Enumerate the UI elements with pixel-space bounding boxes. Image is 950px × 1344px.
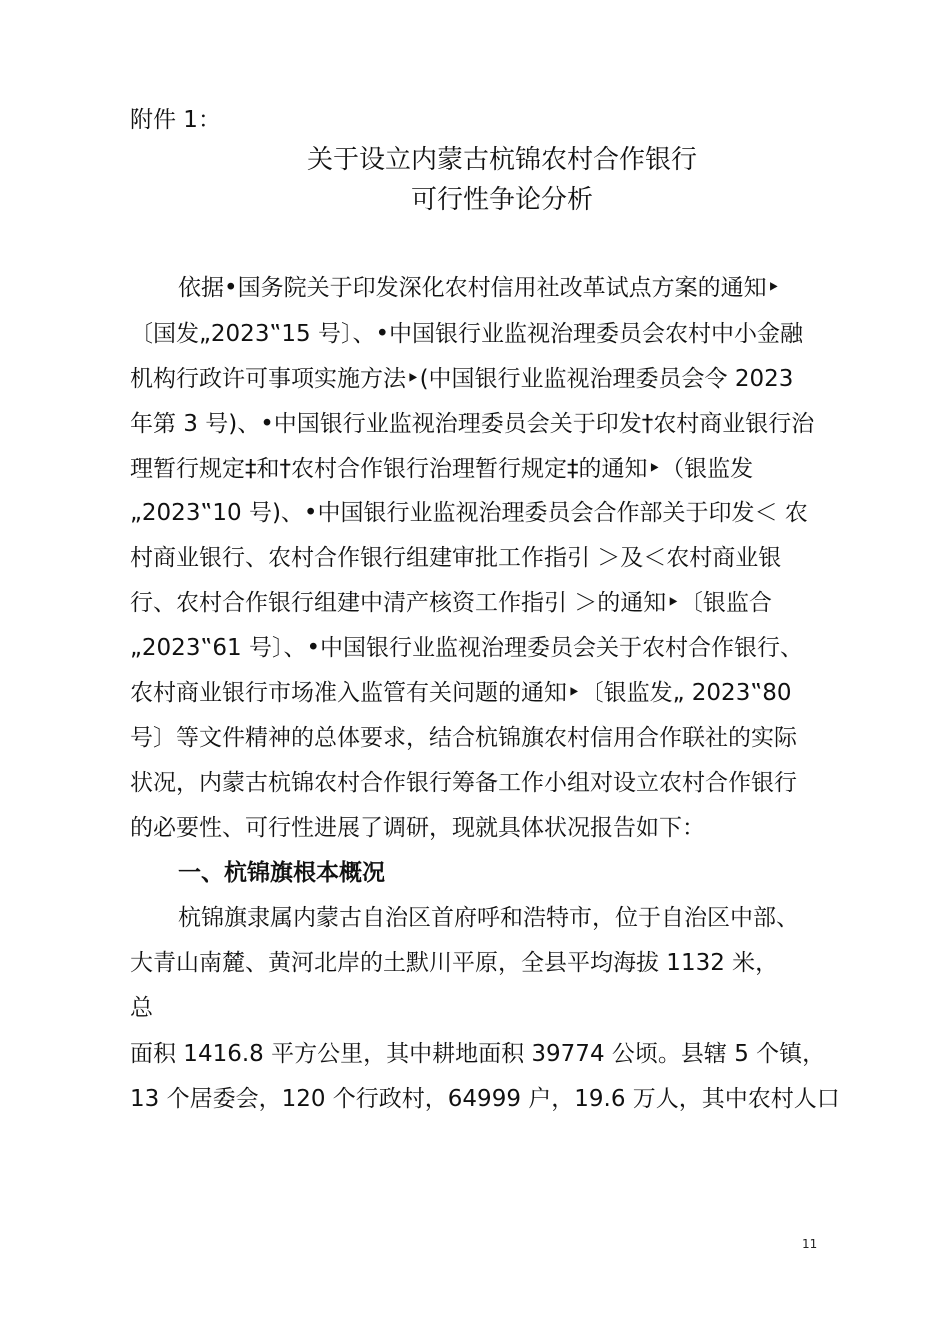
body-line-5: 理暂行规定‡和†农村合作银行治理暂行规定‡的通知‣（银监发 xyxy=(130,456,754,482)
section-line-5: 13 个居委会，120 个行政村，64999 户，19.6 万人，其中农村人口 xyxy=(130,1086,840,1112)
body-line-7: 村商业银行、农村合作银行组建审批工作指引 ＞及＜农村商业银 xyxy=(130,545,782,571)
body-line-6: „2023‟10 号)、•中国银行业监视治理委员会合作部关于印发＜ 农 xyxy=(130,500,808,526)
section-line-3: 总 xyxy=(130,995,153,1021)
body-line-10: 农村商业银行市场准入监管有关问题的通知‣〔银监发„ 2023‟80 xyxy=(130,680,792,706)
body-line-3: 机构行政许可事项实施方法‣(中国银行业监视治理委员会令 2023 xyxy=(130,366,794,392)
section-line-2: 大青山南麓、黄河北岸的土默川平原，全县平均海拔 1132 米， xyxy=(130,950,779,976)
document-title-line-1: 关于设立内蒙古杭锦农村合作银行 xyxy=(306,145,697,175)
body-line-8: 行、农村合作银行组建中清产核资工作指引 ＞的通知‣〔银监合 xyxy=(130,590,772,616)
body-line-4: 年第 3 号)、•中国银行业监视治理委员会关于印发†农村商业银行治 xyxy=(130,411,815,437)
body-line-1: 依据•国务院关于印发深化农村信用社改革试点方案的通知‣ xyxy=(178,275,781,301)
section-line-1: 杭锦旗隶属内蒙古自治区首府呼和浩特市，位于自治区中部、 xyxy=(178,905,799,931)
document-title-line-2: 可行性争论分析 xyxy=(410,185,593,215)
body-line-12: 状况，内蒙古杭锦农村合作银行筹备工作小组对设立农村合作银行 xyxy=(130,770,797,796)
section-line-4: 面积 1416.8 平方公里，其中耕地面积 39774 公顷。县辖 5 个镇， xyxy=(130,1041,826,1067)
page-number: 11 xyxy=(802,1237,818,1251)
body-line-9: „2023‟61 号〕、•中国银行业监视治理委员会关于农村合作银行、 xyxy=(130,635,804,661)
body-line-13: 的必要性、可行性进展了调研，现就具体状况报告如下： xyxy=(130,815,705,841)
body-line-2: 〔国发„2023‟15 号〕、•中国银行业监视治理委员会农村中小金融 xyxy=(130,321,804,347)
section-heading: 一、杭锦旗根本概况 xyxy=(178,860,385,886)
body-line-11: 号〕等文件精神的总体要求，结合杭锦旗农村信用合作联社的实际 xyxy=(130,725,797,751)
attachment-label: 附件 1： xyxy=(130,107,221,133)
